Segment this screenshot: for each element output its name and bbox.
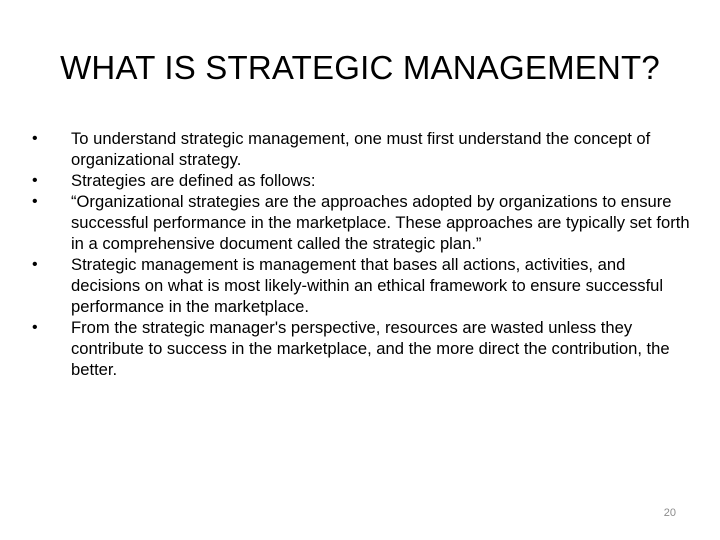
- bullet-text: From the strategic manager's perspective, resources are wasted unless they contribute to success in the marketplace, and the more direct the contribution, the better.: [71, 318, 670, 379]
- bullet-item: [28, 254, 694, 317]
- bullet-dot-icon: •: [32, 256, 38, 273]
- bullet-dot-icon: •: [32, 193, 38, 210]
- bullet-item: [28, 317, 694, 380]
- page-number: 20: [663, 507, 676, 519]
- bullet-dot-icon: •: [32, 172, 38, 189]
- bullet-text: “Organizational strategies are the approaches adopted by organizations to ensure successful performance in the marketplace. These approaches are typically set forth in a comprehensive document called the strategic plan.”: [71, 192, 690, 253]
- bullet-list: [28, 128, 694, 380]
- bullet-dot-icon: •: [32, 130, 38, 147]
- bullet-dot-icon: •: [32, 319, 38, 336]
- bullet-item: [28, 191, 694, 254]
- bullet-text: Strategies are defined as follows:: [71, 171, 316, 190]
- bullet-text: To understand strategic management, one must first understand the concept of organizational strategy.: [71, 129, 651, 169]
- bullet-item: [28, 128, 694, 170]
- bullet-text: Strategic management is management that bases all actions, activities, and decisions on what is most likely-within an ethical framework to ensure successful performance in the marketplace.: [71, 255, 664, 316]
- slide-title: WHAT IS STRATEGIC MANAGEMENT?: [60, 49, 660, 86]
- bullet-item: [28, 170, 694, 191]
